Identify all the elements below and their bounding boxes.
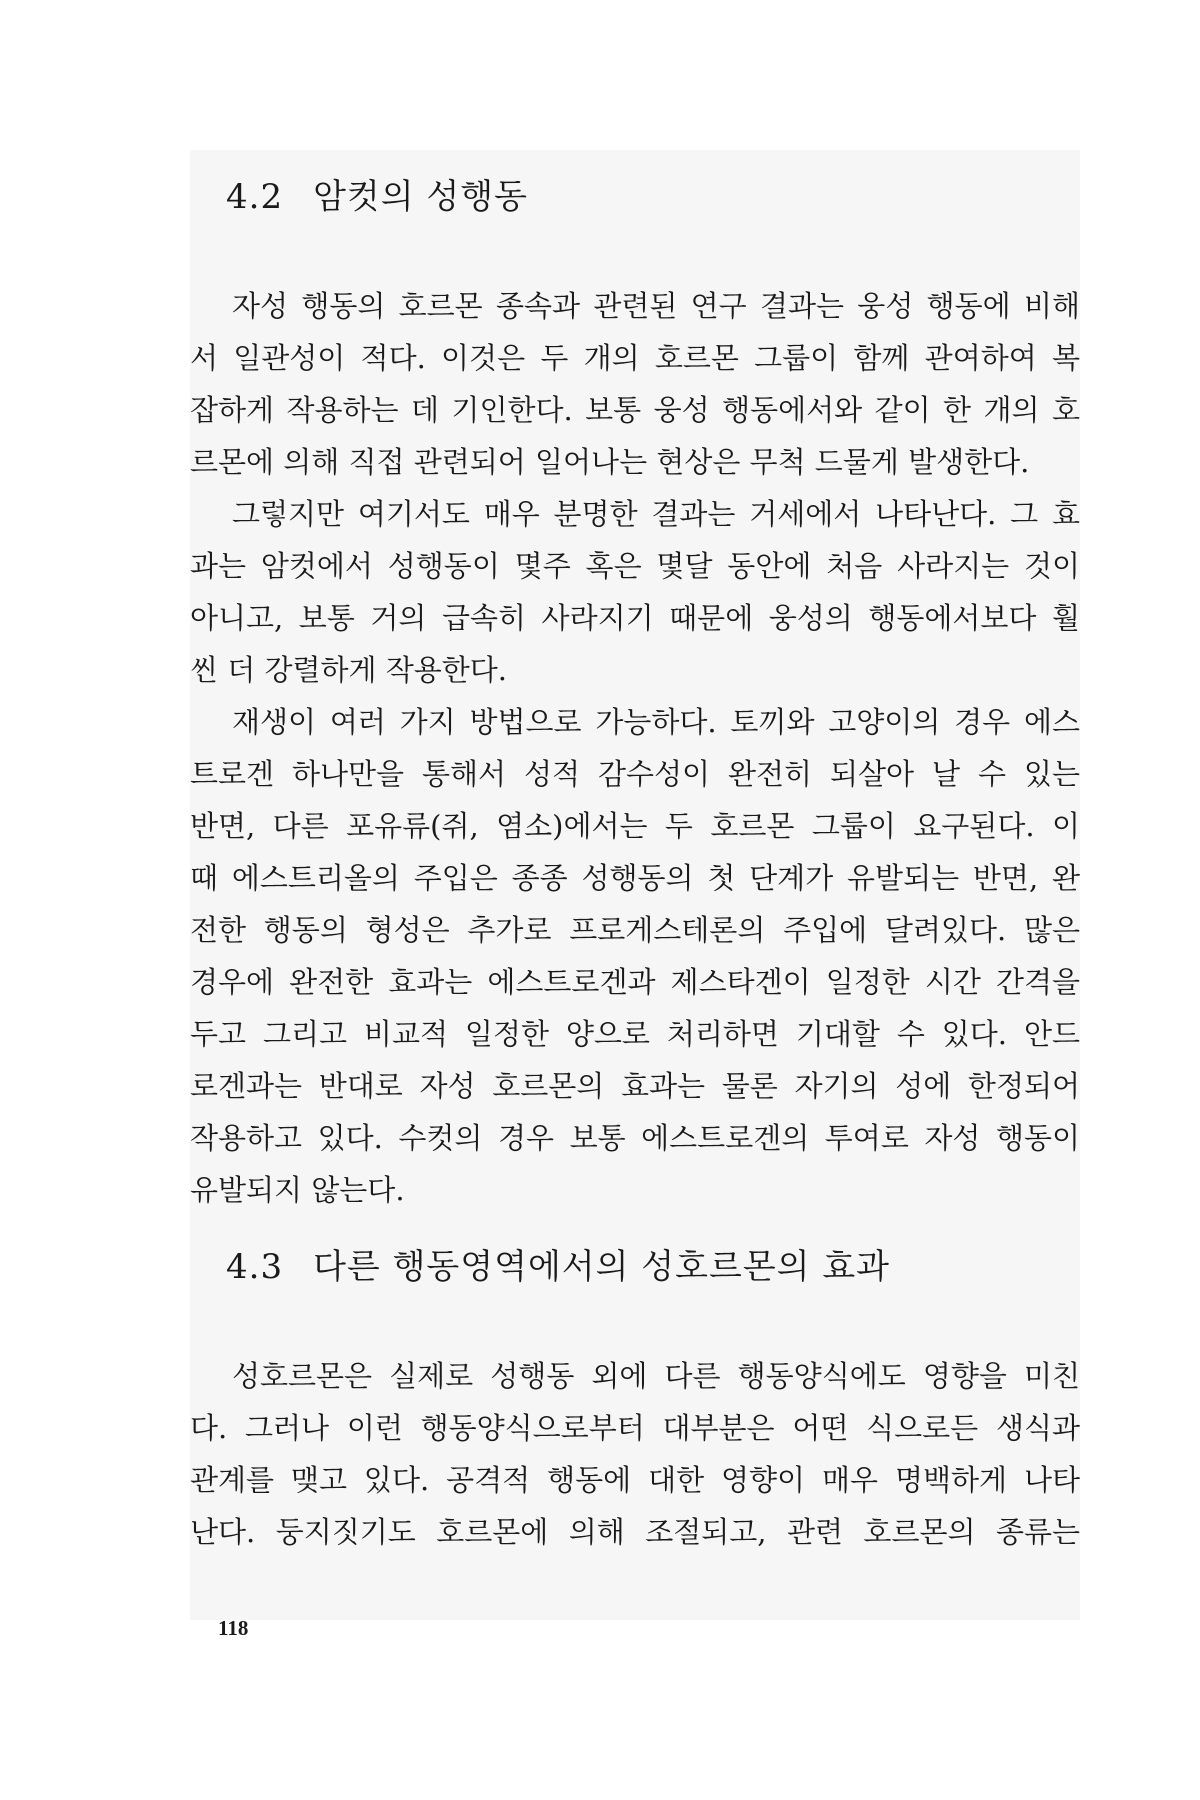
paragraph (190, 696, 1080, 1216)
text-line: 재생이 여러 가지 방법으로 가능하다. 토끼와 고양이의 경우 에스 (232, 705, 1080, 739)
text-line: 씬 더 강렬하게 작용한다. (190, 653, 508, 687)
text-line: 자성 행동의 호르몬 종속과 관련된 연구 결과는 웅성 행동에 비해 (232, 289, 1080, 323)
paragraph (190, 1350, 1080, 1558)
section-title: 다른 행동영역에서의 성호르몬의 효과 (313, 1247, 891, 1287)
text-line: 유발되지 않는다. (190, 1173, 405, 1207)
text-line: 르몬에 의해 직접 관련되어 일어나는 현상은 무척 드물게 발생한다. (190, 445, 1030, 479)
text-line: 관계를 맺고 있다. 공격적 행동에 대한 영향이 매우 명백하게 나타 (190, 1463, 1080, 1497)
text-line: 트로겐 하나만을 통해서 성적 감수성이 완전히 되살아 날 수 있는 (190, 757, 1080, 791)
text-line: 반면, 다른 포유류(쥐, 염소)에서는 두 호르몬 그룹이 요구된다. 이 (190, 809, 1080, 843)
text-line: 난다. 둥지짓기도 호르몬에 의해 조절되고, 관련 호르몬의 종류는 (190, 1515, 1080, 1549)
section-number: 4.3 (226, 1247, 284, 1287)
text-line: 과는 암컷에서 성행동이 몇주 혹은 몇달 동안에 처음 사라지는 것이 (190, 549, 1080, 583)
section-number: 4.2 (226, 177, 284, 217)
section-heading-4-2 (226, 177, 528, 217)
section-title: 암컷의 성행동 (313, 177, 528, 217)
text-line: 잡하게 작용하는 데 기인한다. 보통 웅성 행동에서와 같이 한 개의 호 (190, 393, 1080, 427)
text-line: 그렇지만 여기서도 매우 분명한 결과는 거세에서 나타난다. 그 효 (232, 497, 1080, 531)
page-number: 118 (218, 1616, 249, 1640)
text-line: 때 에스트리올의 주입은 종종 성행동의 첫 단계가 유발되는 반면, 완 (190, 861, 1080, 895)
section-heading-4-3 (226, 1247, 891, 1287)
text-line: 경우에 완전한 효과는 에스트로겐과 제스타겐이 일정한 시간 간격을 (190, 965, 1080, 999)
paragraph (190, 280, 1080, 488)
paragraph (190, 488, 1080, 696)
text-line: 로겐과는 반대로 자성 호르몬의 효과는 물론 자기의 성에 한정되어 (190, 1069, 1080, 1103)
text-line: 서 일관성이 적다. 이것은 두 개의 호르몬 그룹이 함께 관여하여 복 (190, 341, 1080, 375)
text-line: 작용하고 있다. 수컷의 경우 보통 에스트로겐의 투여로 자성 행동이 (190, 1121, 1080, 1155)
text-line: 전한 행동의 형성은 추가로 프로게스테론의 주입에 달려있다. 많은 (190, 913, 1080, 947)
text-line: 두고 그리고 비교적 일정한 양으로 처리하면 기대할 수 있다. 안드 (190, 1017, 1080, 1051)
text-line: 성호르몬은 실제로 성행동 외에 다른 행동양식에도 영향을 미친 (232, 1359, 1080, 1393)
text-line: 아니고, 보통 거의 급속히 사라지기 때문에 웅성의 행동에서보다 훨 (190, 601, 1080, 635)
text-line: 다. 그러나 이런 행동양식으로부터 대부분은 어떤 식으로든 생식과 (190, 1411, 1080, 1445)
